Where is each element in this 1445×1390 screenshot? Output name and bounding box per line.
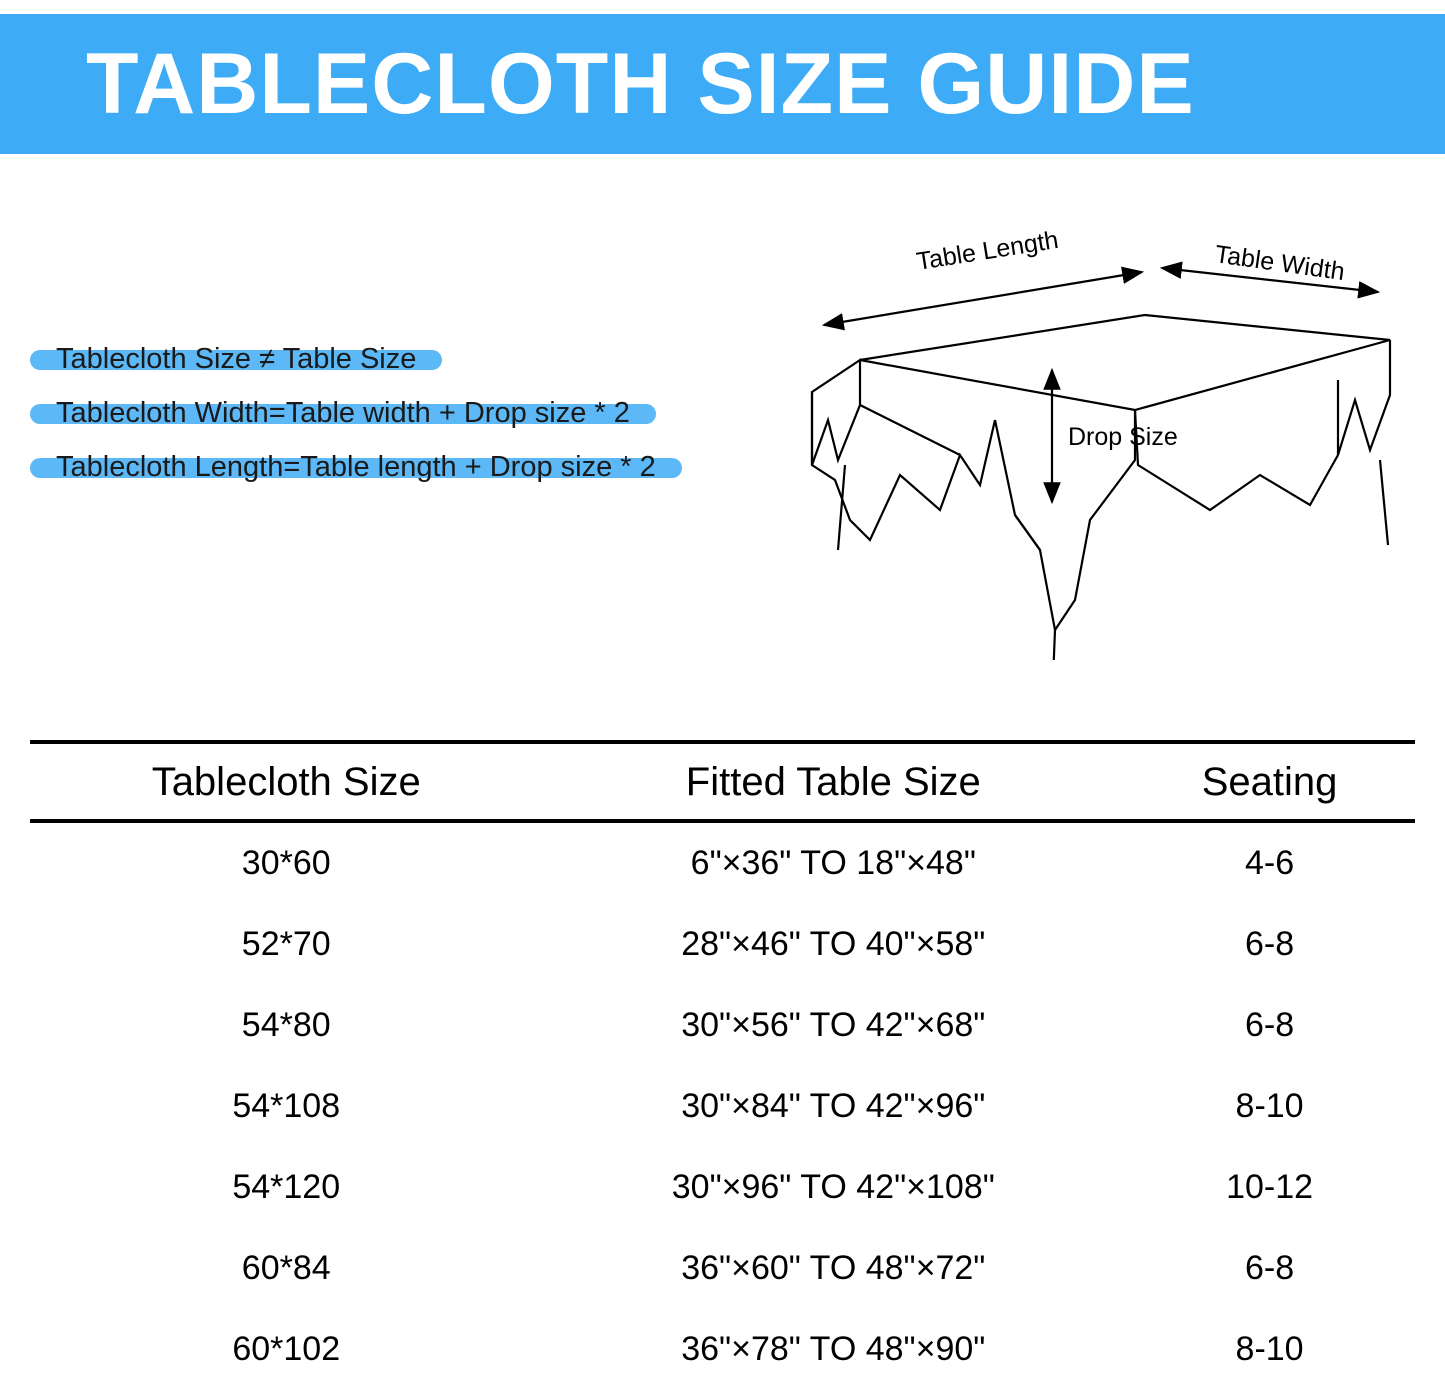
note-row	[30, 451, 830, 512]
notes-list	[30, 343, 830, 512]
cell-tablecloth-size: 60*84	[241, 1249, 331, 1287]
cell-fitted-table-size: 36"×60" TO 48"×72"	[681, 1249, 986, 1287]
label-table-width: Table Width	[1213, 240, 1347, 287]
table-row	[30, 985, 1415, 1066]
table-header	[30, 742, 1415, 821]
tablecloth-illustration	[790, 220, 1430, 660]
note-pill-length-formula: Tablecloth Length=Table length + Drop size * 2	[30, 458, 682, 478]
column-header-tablecloth-size: Tablecloth Size	[151, 760, 421, 804]
note-pill-width-formula: Tablecloth Width=Table width + Drop size * 2	[30, 404, 656, 424]
cell-seating: 4-6	[1244, 844, 1295, 882]
cell-fitted-table-size: 6"×36" TO 18"×48"	[690, 844, 976, 882]
cell-seating: 10-12	[1226, 1168, 1314, 1206]
table-row	[30, 821, 1415, 904]
column-header-seating: Seating	[1201, 760, 1338, 804]
cell-seating: 6-8	[1244, 1006, 1295, 1044]
note-row	[30, 343, 830, 404]
table-row	[30, 1309, 1415, 1390]
table-header-row	[30, 742, 1415, 821]
cell-seating: 8-10	[1235, 1330, 1304, 1368]
table-row	[30, 1066, 1415, 1147]
cell-seating: 6-8	[1244, 1249, 1295, 1287]
cell-fitted-table-size: 36"×78" TO 48"×90"	[681, 1330, 986, 1368]
table-row	[30, 1228, 1415, 1309]
size-table	[30, 740, 1415, 1390]
cell-seating: 8-10	[1235, 1087, 1304, 1125]
page-title: TABLECLOTH SIZE GUIDE	[86, 36, 1195, 132]
cell-fitted-table-size: 30"×96" TO 42"×108"	[671, 1168, 995, 1206]
column-header-fitted-table-size: Fitted Table Size	[685, 760, 981, 804]
cell-seating: 6-8	[1244, 925, 1295, 963]
note-pill-size-equation: Tablecloth Size ≠ Table Size	[30, 350, 442, 370]
cell-tablecloth-size: 54*108	[232, 1087, 341, 1125]
label-drop-size: Drop Size	[1068, 423, 1178, 451]
table-body	[30, 821, 1415, 1390]
cell-fitted-table-size: 30"×84" TO 42"×96"	[681, 1087, 986, 1125]
header-banner	[0, 14, 1445, 154]
note-row	[30, 397, 830, 458]
cell-fitted-table-size: 28"×46" TO 40"×58"	[681, 925, 986, 963]
cell-tablecloth-size: 52*70	[241, 925, 331, 963]
cell-tablecloth-size: 54*120	[232, 1168, 341, 1206]
cell-tablecloth-size: 54*80	[241, 1006, 331, 1044]
cell-tablecloth-size: 30*60	[241, 844, 331, 882]
cell-tablecloth-size: 60*102	[232, 1330, 341, 1368]
cell-fitted-table-size: 30"×56" TO 42"×68"	[681, 1006, 986, 1044]
table-row	[30, 904, 1415, 985]
label-table-length: Table Length	[914, 225, 1061, 276]
table-row	[30, 1147, 1415, 1228]
